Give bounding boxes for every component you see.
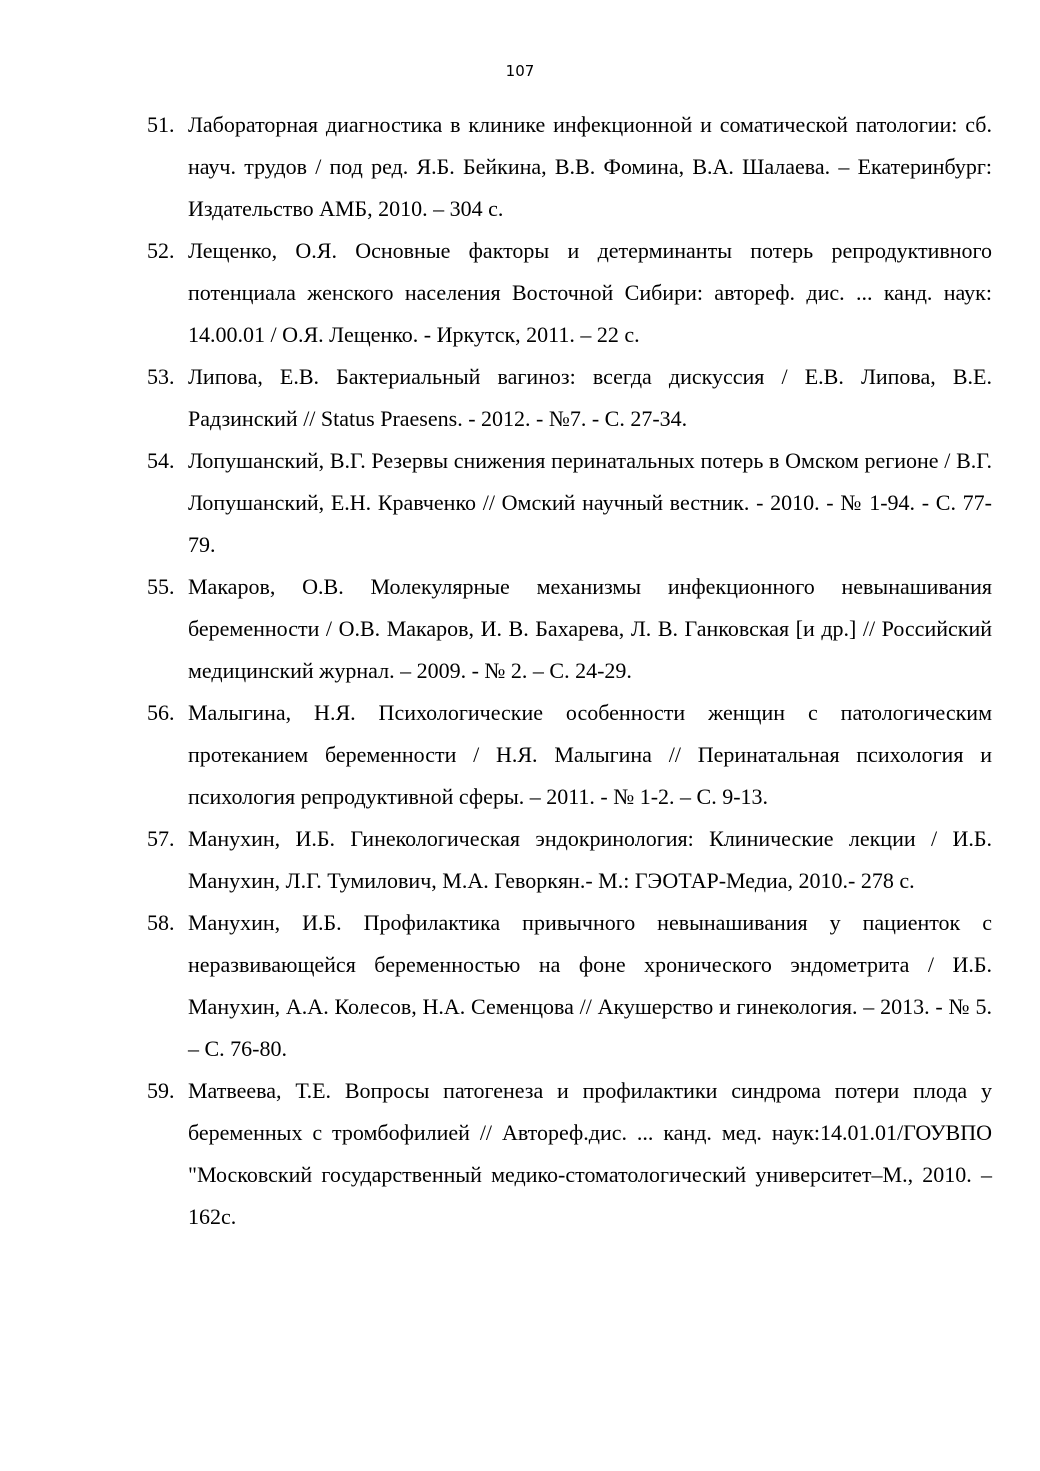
- reference-number: 54.: [147, 448, 175, 473]
- reference-text: Липова, Е.В. Бактериальный вагиноз: всегда дискуссия / Е.В. Липова, В.Е. Радзинский // Status Praesens. - 2012. - №7. - С. 27-34.: [188, 364, 992, 431]
- reference-text: Манухин, И.Б. Гинекологическая эндокринология: Клинические лекции / И.Б. Манухин, Л.Г. Тумилович, М.А. Геворкян.- М.: ГЭОТАР-Медиа, 2010.- 278 с.: [188, 826, 992, 893]
- reference-text: Лабораторная диагностика в клинике инфекционной и соматической патологии: сб. науч. трудов / под ред. Я.Б. Бейкина, В.В. Фомина, В.А. Шалаева. – Екатеринбург: Издательство АМБ, 2010. – 304 с.: [188, 112, 992, 221]
- reference-number: 59.: [147, 1078, 175, 1103]
- reference-text: Лопушанский, В.Г. Резервы снижения перинатальных потерь в Омском регионе / В.Г. Лопушанский, Е.Н. Кравченко // Омский научный вестник. - 2010. - № 1-94. - С. 77-79.: [188, 448, 992, 557]
- reference-item: [147, 356, 992, 440]
- reference-number: 52.: [147, 238, 175, 263]
- reference-text: Макаров, О.В. Молекулярные механизмы инфекционного невынашивания беременности / О.В. Макаров, И. В. Бахарева, Л. В. Ганковская [и др.] // Российский медицинский журнал. – 2009. - № 2. – С. 24-29.: [188, 574, 992, 683]
- reference-list: [147, 104, 992, 1238]
- reference-number: 55.: [147, 574, 175, 599]
- reference-text: Матвеева, Т.Е. Вопросы патогенеза и профилактики синдрома потери плода у беременных с тромбофилией // Автореф.дис. ... канд. мед. наук:14.01.01/ГОУВПО "Московский государственный медико-стоматологический университет–М., 2010. –162с.: [188, 1078, 992, 1229]
- reference-number: 53.: [147, 364, 175, 389]
- reference-item: [147, 692, 992, 818]
- reference-number: 57.: [147, 826, 175, 851]
- reference-item: [147, 104, 992, 230]
- reference-text: Лещенко, О.Я. Основные факторы и детерминанты потерь репродуктивного потенциала женского населения Восточной Сибири: автореф. дис. ... канд. наук: 14.00.01 / О.Я. Лещенко. - Иркутск, 2011. – 22 с.: [188, 238, 992, 347]
- reference-number: 51.: [147, 112, 175, 137]
- reference-item: [147, 818, 992, 902]
- reference-text: Манухин, И.Б. Профилактика привычного невынашивания у пациенток с неразвивающейся беременностью на фоне хронического эндометрита / И.Б. Манухин, А.А. Колесов, Н.А. Семенцова // Акушерство и гинекология. – 2013. - № 5. – С. 76-80.: [188, 910, 992, 1061]
- reference-number: 56.: [147, 700, 175, 725]
- reference-item: [147, 566, 992, 692]
- reference-item: [147, 1070, 992, 1238]
- page-number: 107: [505, 62, 535, 80]
- reference-item: [147, 440, 992, 566]
- reference-text: Малыгина, Н.Я. Психологические особенности женщин с патологическим протеканием беременности / Н.Я. Малыгина // Перинатальная психология и психология репродуктивной сферы. – 2011. - № 1-2. – С. 9-13.: [188, 700, 992, 809]
- reference-number: 58.: [147, 910, 175, 935]
- reference-item: [147, 230, 992, 356]
- reference-item: [147, 902, 992, 1070]
